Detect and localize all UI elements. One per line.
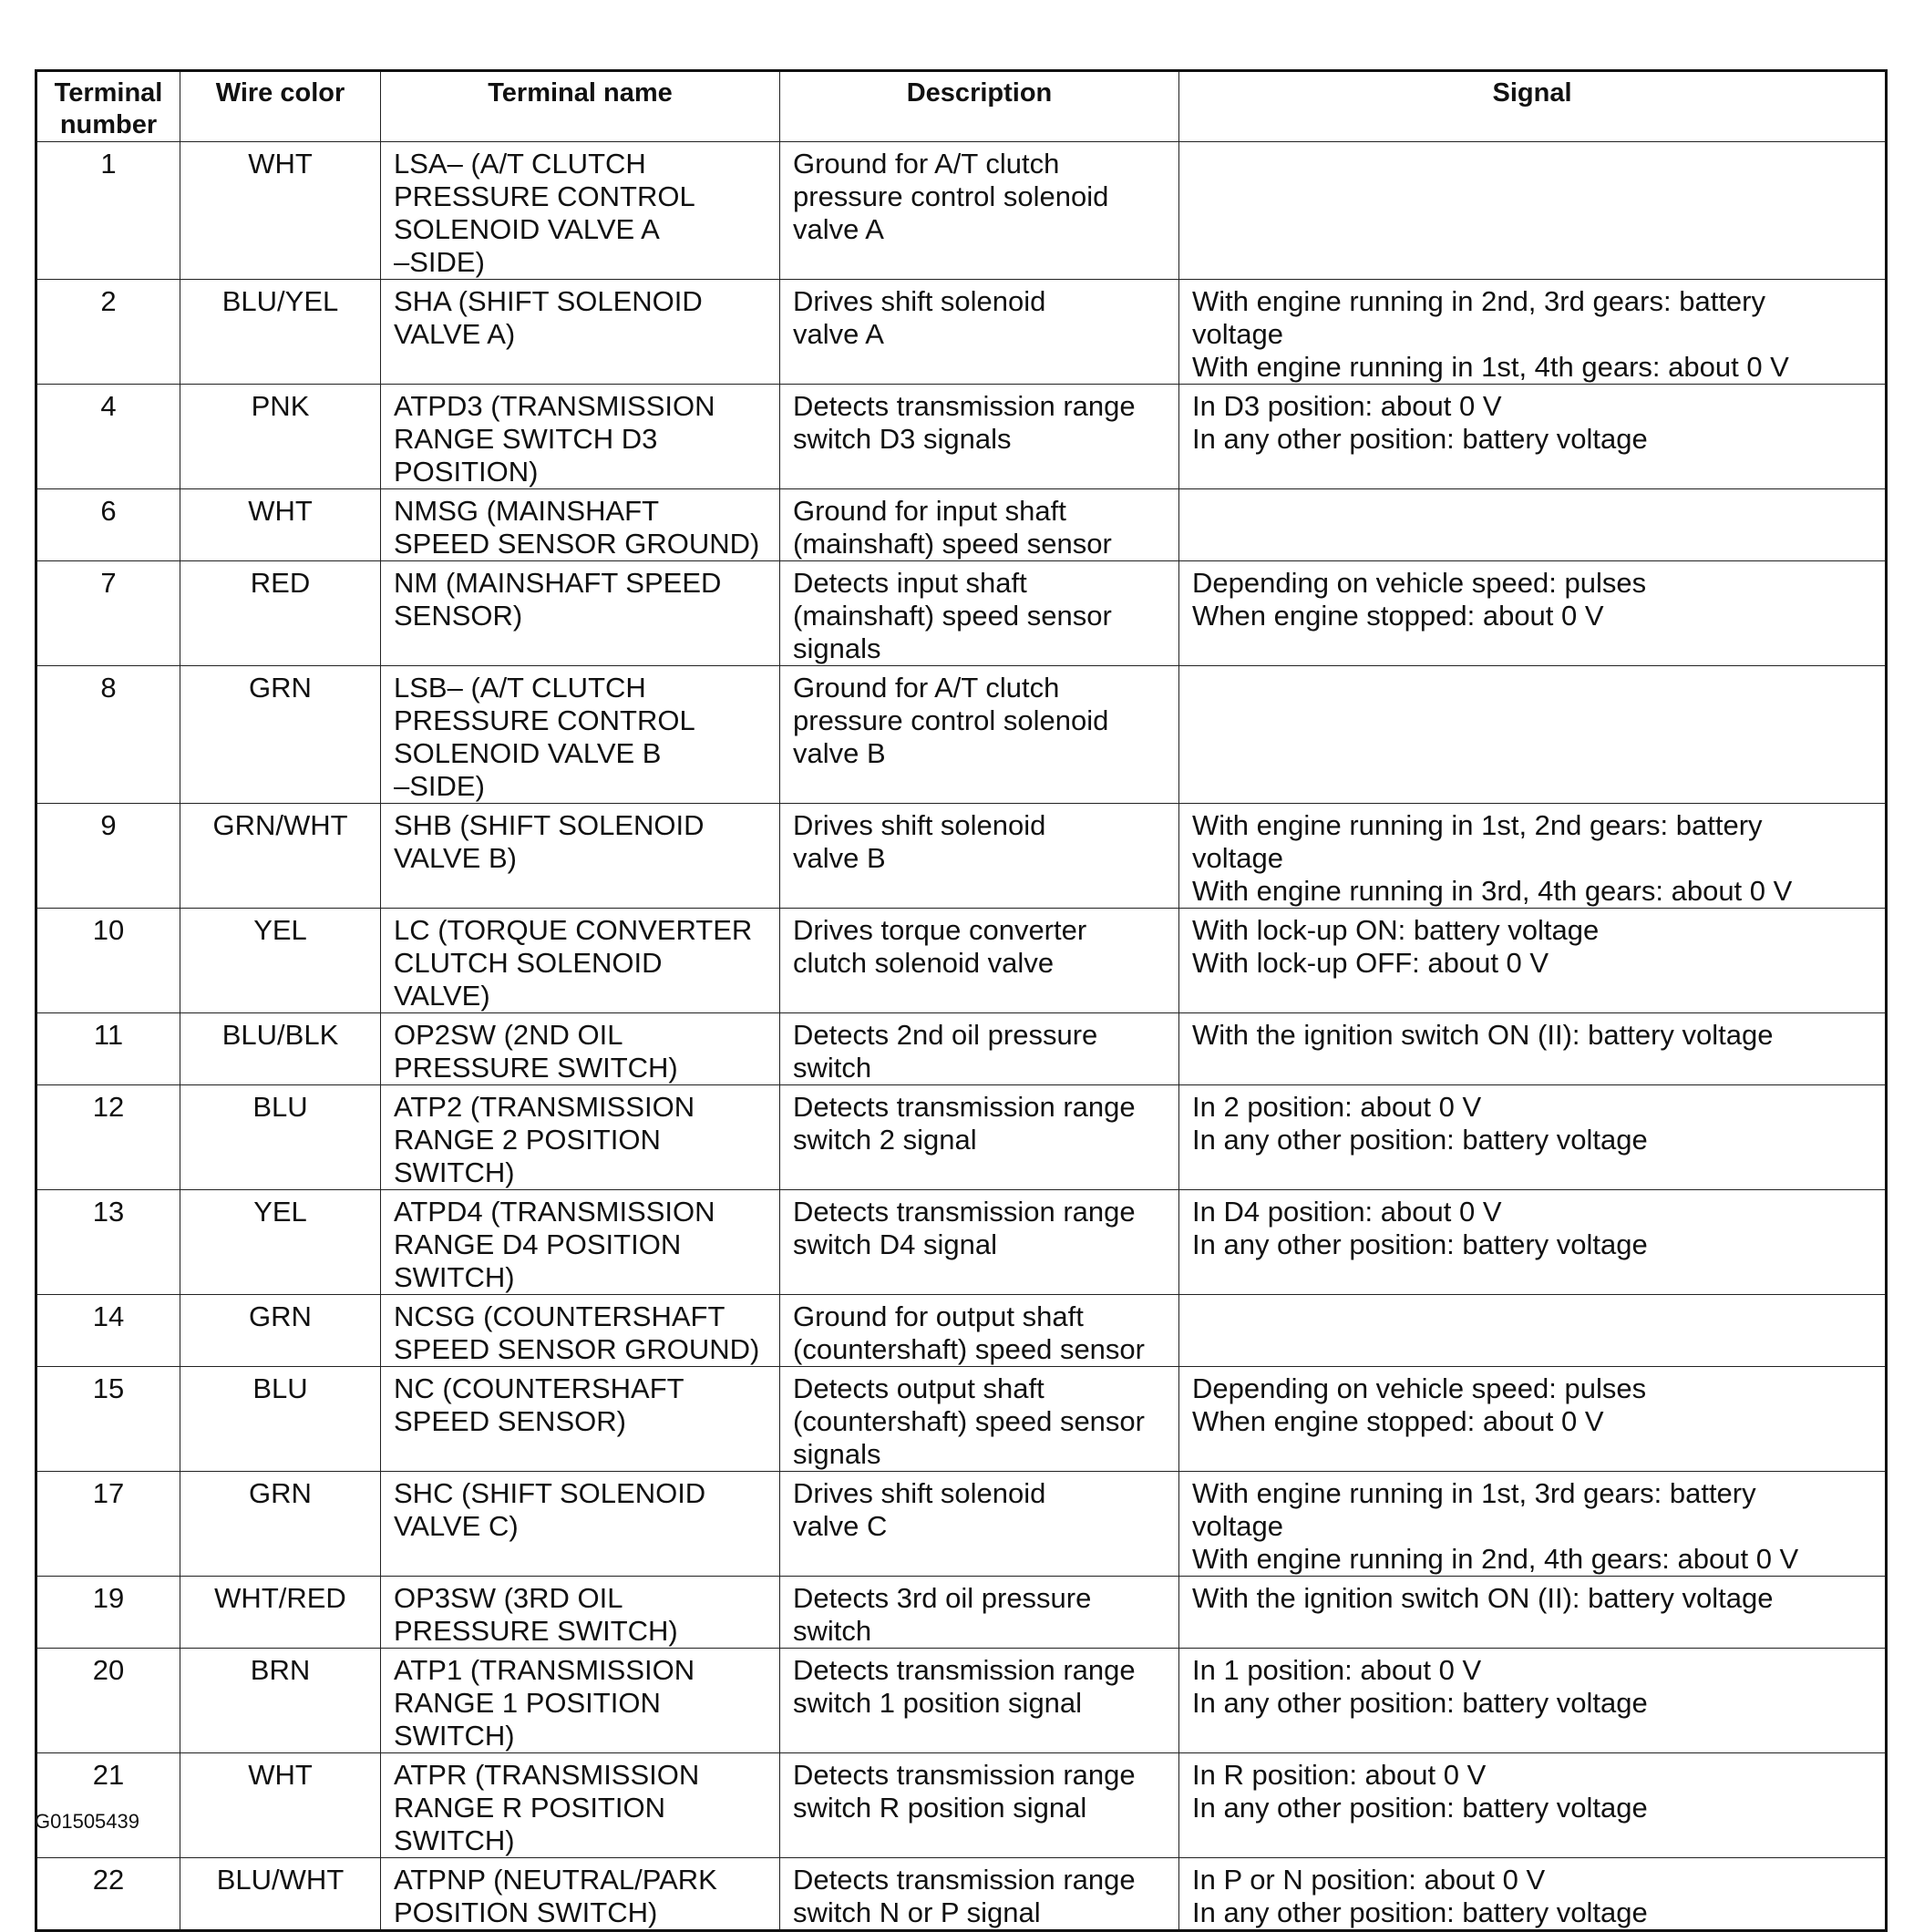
signal-line: With engine running in 2nd, 4th gears: about 0 V bbox=[1192, 1543, 1799, 1575]
terminal-number-cell: 9 bbox=[36, 804, 180, 909]
signal-cell bbox=[1179, 489, 1887, 561]
signal-line: In any other position: battery voltage bbox=[1192, 1687, 1648, 1719]
header-terminal-number-line: Terminal bbox=[54, 78, 163, 108]
table-body bbox=[36, 142, 1887, 1931]
signal-line: With lock-up OFF: about 0 V bbox=[1192, 947, 1549, 979]
terminal-name-line: SENSOR) bbox=[394, 600, 523, 632]
signal-line: With lock-up ON: battery voltage bbox=[1192, 914, 1600, 946]
terminal-number-cell: 13 bbox=[36, 1190, 180, 1295]
description-cell bbox=[780, 1085, 1179, 1190]
description-line: clutch solenoid valve bbox=[793, 947, 1055, 979]
signal-line: Depending on vehicle speed: pulses bbox=[1192, 1372, 1647, 1404]
terminal-name-cell bbox=[381, 280, 780, 385]
description-line: (countershaft) speed sensor bbox=[793, 1333, 1145, 1365]
terminal-number-cell: 17 bbox=[36, 1472, 180, 1577]
signal-cell bbox=[1179, 1295, 1887, 1367]
signal-line: In D3 position: about 0 V bbox=[1192, 390, 1502, 422]
description-cell bbox=[780, 1753, 1179, 1858]
table-row bbox=[36, 1295, 1887, 1367]
table-row bbox=[36, 1085, 1887, 1190]
table-row bbox=[36, 804, 1887, 909]
terminal-name-cell bbox=[381, 1753, 780, 1858]
terminal-name-line: VALVE B) bbox=[394, 842, 517, 874]
signal-cell bbox=[1179, 666, 1887, 804]
signal-line: When engine stopped: about 0 V bbox=[1192, 1405, 1604, 1437]
terminal-name-line: SHC (SHIFT SOLENOID bbox=[394, 1477, 706, 1509]
terminal-name-line: POSITION) bbox=[394, 456, 539, 488]
terminal-name-line: VALVE A) bbox=[394, 318, 516, 350]
wire-color-cell: GRN/WHT bbox=[180, 804, 381, 909]
description-line: Drives shift solenoid bbox=[793, 809, 1046, 841]
description-line: Detects 3rd oil pressure bbox=[793, 1582, 1092, 1614]
description-line: switch bbox=[793, 1615, 872, 1647]
description-line: Detects input shaft bbox=[793, 567, 1027, 599]
description-line: Ground for output shaft bbox=[793, 1300, 1084, 1332]
terminal-name-cell bbox=[381, 1472, 780, 1577]
terminal-number-cell: 20 bbox=[36, 1649, 180, 1753]
description-line: Drives shift solenoid bbox=[793, 285, 1046, 317]
terminal-name-cell bbox=[381, 489, 780, 561]
description-cell bbox=[780, 666, 1179, 804]
table-row bbox=[36, 1190, 1887, 1295]
description-line: Detects transmission range bbox=[793, 1654, 1136, 1686]
description-line: Detects transmission range bbox=[793, 1196, 1136, 1228]
table-row bbox=[36, 489, 1887, 561]
signal-line: In any other position: battery voltage bbox=[1192, 1124, 1648, 1156]
description-line: Ground for input shaft bbox=[793, 495, 1066, 527]
signal-line: In P or N position: about 0 V bbox=[1192, 1864, 1546, 1896]
wire-color-cell: YEL bbox=[180, 1190, 381, 1295]
description-line: valve A bbox=[793, 318, 884, 350]
signal-cell bbox=[1179, 1367, 1887, 1472]
table-header-row bbox=[36, 71, 1887, 142]
terminal-number-cell: 21 bbox=[36, 1753, 180, 1858]
terminal-name-cell bbox=[381, 804, 780, 909]
figure-id-caption: G01505439 bbox=[35, 1810, 139, 1833]
signal-cell bbox=[1179, 1577, 1887, 1649]
wire-color-cell: BLU/BLK bbox=[180, 1013, 381, 1085]
terminal-name-cell bbox=[381, 561, 780, 666]
signal-line: With engine running in 1st, 2nd gears: battery bbox=[1192, 809, 1763, 841]
signal-cell bbox=[1179, 1013, 1887, 1085]
terminal-name-cell bbox=[381, 1577, 780, 1649]
signal-line: voltage bbox=[1192, 1510, 1283, 1542]
description-line: pressure control solenoid bbox=[793, 704, 1109, 736]
terminal-name-line: SPEED SENSOR GROUND) bbox=[394, 1333, 760, 1365]
terminal-name-line: SPEED SENSOR) bbox=[394, 1405, 626, 1437]
signal-cell bbox=[1179, 1472, 1887, 1577]
table-row bbox=[36, 385, 1887, 489]
terminal-number-cell: 14 bbox=[36, 1295, 180, 1367]
description-line: Ground for A/T clutch bbox=[793, 148, 1060, 180]
description-line: Ground for A/T clutch bbox=[793, 672, 1060, 704]
terminal-name-line: NCSG (COUNTERSHAFT bbox=[394, 1300, 725, 1332]
wire-color-cell: BLU/YEL bbox=[180, 280, 381, 385]
terminal-name-cell bbox=[381, 1085, 780, 1190]
header-description: Description bbox=[780, 71, 1179, 142]
terminal-name-line: ATPD4 (TRANSMISSION bbox=[394, 1196, 715, 1228]
description-line: Drives torque converter bbox=[793, 914, 1087, 946]
terminal-name-line: POSITION SWITCH) bbox=[394, 1896, 658, 1928]
signal-cell bbox=[1179, 561, 1887, 666]
description-line: valve A bbox=[793, 213, 884, 245]
terminal-name-line: LSA– (A/T CLUTCH bbox=[394, 148, 646, 180]
signal-line: voltage bbox=[1192, 842, 1283, 874]
signal-line: With the ignition switch ON (II): battery voltage bbox=[1192, 1582, 1774, 1614]
terminal-name-line: OP2SW (2ND OIL bbox=[394, 1019, 623, 1051]
description-line: valve C bbox=[793, 1510, 888, 1542]
terminal-name-cell bbox=[381, 142, 780, 280]
description-line: Detects transmission range bbox=[793, 390, 1136, 422]
signal-line: With engine running in 2nd, 3rd gears: battery bbox=[1192, 285, 1765, 317]
terminal-name-line: OP3SW (3RD OIL bbox=[394, 1582, 623, 1614]
terminal-number-cell: 10 bbox=[36, 909, 180, 1013]
table-row bbox=[36, 1367, 1887, 1472]
description-line: switch 1 position signal bbox=[793, 1687, 1083, 1719]
terminal-name-line: SWITCH) bbox=[394, 1824, 515, 1856]
terminal-number-cell: 19 bbox=[36, 1577, 180, 1649]
terminal-name-line: SWITCH) bbox=[394, 1156, 515, 1188]
terminal-name-cell bbox=[381, 1367, 780, 1472]
description-cell bbox=[780, 909, 1179, 1013]
description-line: Drives shift solenoid bbox=[793, 1477, 1046, 1509]
header-terminal-number bbox=[36, 71, 180, 142]
header-terminal-number-line: number bbox=[59, 110, 158, 139]
terminal-number-cell: 12 bbox=[36, 1085, 180, 1190]
terminal-name-cell bbox=[381, 1295, 780, 1367]
description-line: Detects transmission range bbox=[793, 1759, 1136, 1791]
terminal-name-cell bbox=[381, 1190, 780, 1295]
terminal-name-line: NM (MAINSHAFT SPEED bbox=[394, 567, 722, 599]
description-line: Detects output shaft bbox=[793, 1372, 1044, 1404]
table-row bbox=[36, 561, 1887, 666]
terminal-name-line: NC (COUNTERSHAFT bbox=[394, 1372, 684, 1404]
wire-color-cell: WHT bbox=[180, 1753, 381, 1858]
description-cell bbox=[780, 1472, 1179, 1577]
terminal-name-line: ATP2 (TRANSMISSION bbox=[394, 1091, 695, 1123]
terminal-name-line: LSB– (A/T CLUTCH bbox=[394, 672, 646, 704]
signal-line: In any other position: battery voltage bbox=[1192, 1896, 1648, 1928]
description-cell bbox=[780, 142, 1179, 280]
terminal-name-line: RANGE 1 POSITION bbox=[394, 1687, 661, 1719]
signal-cell bbox=[1179, 142, 1887, 280]
signal-cell bbox=[1179, 1190, 1887, 1295]
signal-line: In 2 position: about 0 V bbox=[1192, 1091, 1482, 1123]
wire-color-cell: PNK bbox=[180, 385, 381, 489]
terminal-number-cell: 2 bbox=[36, 280, 180, 385]
terminal-name-line: SWITCH) bbox=[394, 1261, 515, 1293]
terminal-name-line: SWITCH) bbox=[394, 1720, 515, 1752]
terminal-name-line: SPEED SENSOR GROUND) bbox=[394, 528, 760, 560]
terminal-name-line: ATP1 (TRANSMISSION bbox=[394, 1654, 695, 1686]
terminal-name-line: RANGE 2 POSITION bbox=[394, 1124, 661, 1156]
table-row bbox=[36, 909, 1887, 1013]
signal-line: In any other position: battery voltage bbox=[1192, 1228, 1648, 1260]
wire-color-cell: GRN bbox=[180, 666, 381, 804]
signal-cell bbox=[1179, 1753, 1887, 1858]
description-line: (countershaft) speed sensor bbox=[793, 1405, 1145, 1437]
terminal-table bbox=[35, 69, 1888, 1932]
terminal-name-line: SOLENOID VALVE A bbox=[394, 213, 660, 245]
terminal-number-cell: 1 bbox=[36, 142, 180, 280]
wire-color-cell: BLU bbox=[180, 1085, 381, 1190]
table-row bbox=[36, 1472, 1887, 1577]
terminal-name-line: ATPNP (NEUTRAL/PARK bbox=[394, 1864, 717, 1896]
terminal-name-cell bbox=[381, 1013, 780, 1085]
signal-line: In any other position: battery voltage bbox=[1192, 423, 1648, 455]
terminal-name-line: PRESSURE SWITCH) bbox=[394, 1615, 678, 1647]
signal-line: voltage bbox=[1192, 318, 1283, 350]
terminal-name-line: PRESSURE SWITCH) bbox=[394, 1052, 678, 1084]
terminal-number-cell: 22 bbox=[36, 1858, 180, 1931]
terminal-name-line: VALVE C) bbox=[394, 1510, 519, 1542]
terminal-name-line: RANGE R POSITION bbox=[394, 1792, 665, 1824]
description-cell bbox=[780, 1577, 1179, 1649]
table-row bbox=[36, 1753, 1887, 1858]
header-terminal-name: Terminal name bbox=[381, 71, 780, 142]
wire-color-cell: BRN bbox=[180, 1649, 381, 1753]
table-row bbox=[36, 1577, 1887, 1649]
description-line: switch D4 signal bbox=[793, 1228, 997, 1260]
terminal-name-line: RANGE SWITCH D3 bbox=[394, 423, 658, 455]
description-line: signals bbox=[793, 632, 881, 664]
signal-cell bbox=[1179, 909, 1887, 1013]
terminal-name-cell bbox=[381, 1649, 780, 1753]
description-cell bbox=[780, 1649, 1179, 1753]
terminal-number-cell: 7 bbox=[36, 561, 180, 666]
description-line: Detects 2nd oil pressure bbox=[793, 1019, 1098, 1051]
terminal-name-cell bbox=[381, 666, 780, 804]
wire-color-cell: GRN bbox=[180, 1472, 381, 1577]
description-cell bbox=[780, 1367, 1179, 1472]
signal-cell bbox=[1179, 1085, 1887, 1190]
signal-line: Depending on vehicle speed: pulses bbox=[1192, 567, 1647, 599]
description-cell bbox=[780, 489, 1179, 561]
description-cell bbox=[780, 804, 1179, 909]
description-line: switch N or P signal bbox=[793, 1896, 1041, 1928]
terminal-name-line: PRESSURE CONTROL bbox=[394, 704, 695, 736]
signal-line: In any other position: battery voltage bbox=[1192, 1792, 1648, 1824]
terminal-number-cell: 15 bbox=[36, 1367, 180, 1472]
signal-line: In 1 position: about 0 V bbox=[1192, 1654, 1482, 1686]
terminal-name-line: RANGE D4 POSITION bbox=[394, 1228, 682, 1260]
wire-color-cell: WHT bbox=[180, 142, 381, 280]
terminal-number-cell: 8 bbox=[36, 666, 180, 804]
terminal-name-line: ATPR (TRANSMISSION bbox=[394, 1759, 700, 1791]
terminal-name-cell bbox=[381, 909, 780, 1013]
terminal-name-cell bbox=[381, 385, 780, 489]
wire-color-cell: GRN bbox=[180, 1295, 381, 1367]
wire-color-cell: BLU bbox=[180, 1367, 381, 1472]
description-line: valve B bbox=[793, 842, 886, 874]
description-line: switch R position signal bbox=[793, 1792, 1087, 1824]
table-row bbox=[36, 666, 1887, 804]
signal-cell bbox=[1179, 280, 1887, 385]
terminal-name-line: –SIDE) bbox=[394, 770, 485, 802]
description-cell bbox=[780, 561, 1179, 666]
wire-color-cell: BLU/WHT bbox=[180, 1858, 381, 1931]
description-cell bbox=[780, 1295, 1179, 1367]
terminal-name-line: –SIDE) bbox=[394, 246, 485, 278]
signal-cell bbox=[1179, 385, 1887, 489]
signal-line: With the ignition switch ON (II): battery voltage bbox=[1192, 1019, 1774, 1051]
terminal-name-line: SHB (SHIFT SOLENOID bbox=[394, 809, 705, 841]
description-line: (mainshaft) speed sensor bbox=[793, 600, 1112, 632]
terminal-number-cell: 4 bbox=[36, 385, 180, 489]
description-line: (mainshaft) speed sensor bbox=[793, 528, 1112, 560]
wire-color-cell: YEL bbox=[180, 909, 381, 1013]
description-cell bbox=[780, 385, 1179, 489]
terminal-name-line: ATPD3 (TRANSMISSION bbox=[394, 390, 715, 422]
terminal-name-line: VALVE) bbox=[394, 980, 490, 1012]
terminal-name-line: LC (TORQUE CONVERTER bbox=[394, 914, 753, 946]
description-line: Detects transmission range bbox=[793, 1091, 1136, 1123]
description-line: switch D3 signals bbox=[793, 423, 1012, 455]
signal-line: In R position: about 0 V bbox=[1192, 1759, 1487, 1791]
description-cell bbox=[780, 1190, 1179, 1295]
description-line: pressure control solenoid bbox=[793, 180, 1109, 212]
description-cell bbox=[780, 280, 1179, 385]
wire-color-cell: RED bbox=[180, 561, 381, 666]
description-line: valve B bbox=[793, 737, 886, 769]
signal-cell bbox=[1179, 804, 1887, 909]
terminal-name-line: CLUTCH SOLENOID bbox=[394, 947, 663, 979]
description-cell bbox=[780, 1013, 1179, 1085]
description-line: switch 2 signal bbox=[793, 1124, 977, 1156]
signal-line: In D4 position: about 0 V bbox=[1192, 1196, 1502, 1228]
signal-cell bbox=[1179, 1649, 1887, 1753]
table-row bbox=[36, 142, 1887, 280]
signal-line: With engine running in 3rd, 4th gears: about 0 V bbox=[1192, 875, 1793, 907]
terminal-name-line: NMSG (MAINSHAFT bbox=[394, 495, 660, 527]
terminal-name-line: PRESSURE CONTROL bbox=[394, 180, 695, 212]
table-row bbox=[36, 1013, 1887, 1085]
terminal-name-line: SOLENOID VALVE B bbox=[394, 737, 662, 769]
signal-line: When engine stopped: about 0 V bbox=[1192, 600, 1604, 632]
description-line: switch bbox=[793, 1052, 872, 1084]
wire-color-cell: WHT bbox=[180, 489, 381, 561]
signal-line: With engine running in 1st, 4th gears: about 0 V bbox=[1192, 351, 1789, 383]
wire-color-cell: WHT/RED bbox=[180, 1577, 381, 1649]
header-wire-color: Wire color bbox=[180, 71, 381, 142]
terminal-name-line: SHA (SHIFT SOLENOID bbox=[394, 285, 703, 317]
signal-line: With engine running in 1st, 3rd gears: battery bbox=[1192, 1477, 1756, 1509]
terminal-number-cell: 6 bbox=[36, 489, 180, 561]
description-line: signals bbox=[793, 1438, 881, 1470]
header-signal: Signal bbox=[1179, 71, 1887, 142]
description-line: Detects transmission range bbox=[793, 1864, 1136, 1896]
terminal-number-cell: 11 bbox=[36, 1013, 180, 1085]
table-row bbox=[36, 1649, 1887, 1753]
table-row bbox=[36, 280, 1887, 385]
